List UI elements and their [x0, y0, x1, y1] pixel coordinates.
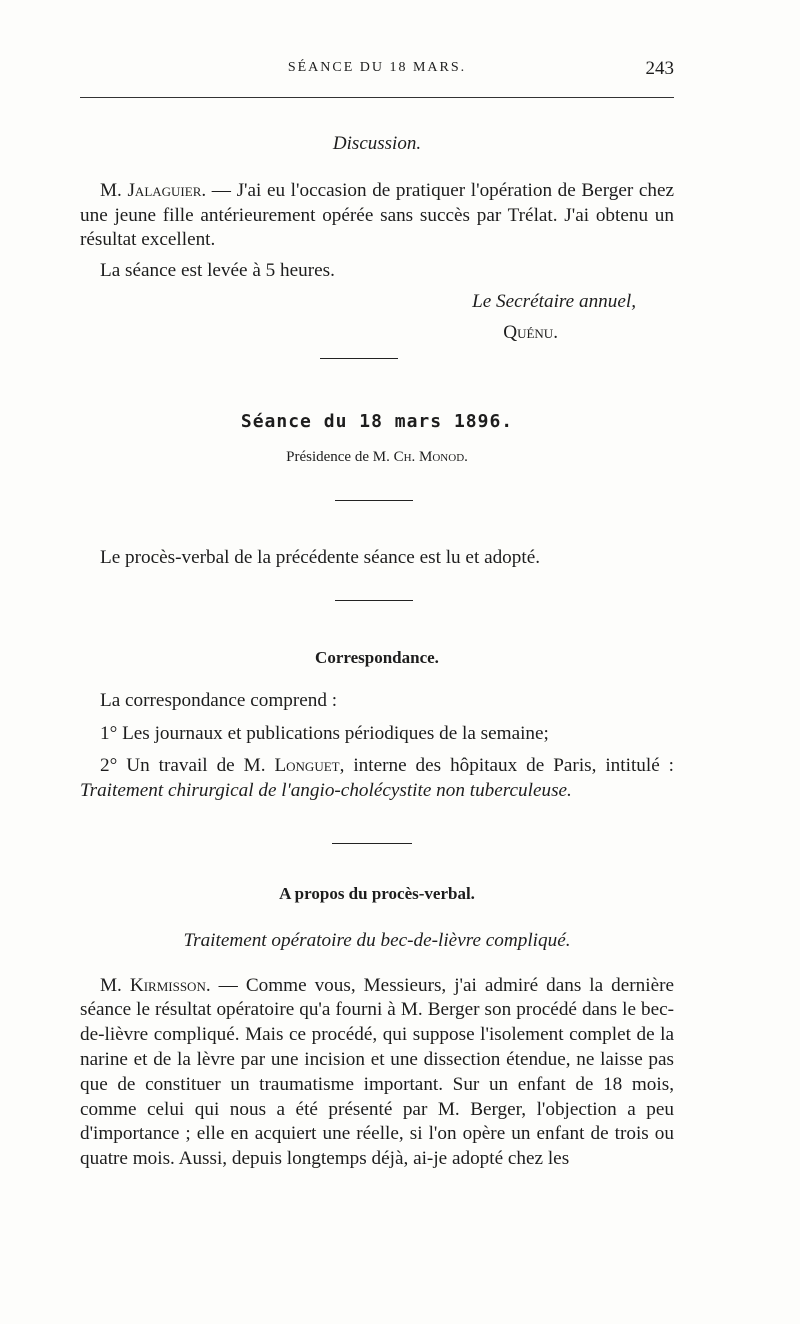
separator — [335, 500, 413, 501]
presidence-label: Présidence de M. — [286, 448, 394, 465]
item2-lead: 2° Un travail de M. — [100, 755, 275, 777]
separator — [335, 600, 413, 601]
session-section — [80, 410, 674, 470]
running-head: SÉANCE DU 18 MARS. — [287, 60, 467, 75]
presidence-name: Ch. Monod. — [393, 448, 468, 465]
item2-mid: , interne des hôpitaux de Paris, intitulé : — [339, 755, 674, 777]
presidence-line — [80, 445, 674, 470]
proces-verbal-section — [80, 882, 674, 1172]
correspondance-heading: Correspondance. — [315, 648, 439, 667]
kirmisson-text: — Comme vous, Messieurs, j'ai admiré dans la dernière séance le résultat opératoire qu'a fourni à M. Berger son procédé dans le bec-de-lièvre compliqué. Mais ce procédé, qui suppose l'isolement complet de la narine et de la lèvre par une incision et une dissection étendue, ne laisse pas que de constituer un traumatisme important. Sur un enfant de 18 mois, comme celui qui nous a été présenté par M. Berger, l'objection a peu d'importance ; elle en acquiert une réelle, si l'on opère un enfant de trois ou quatre mois. Aussi, depuis longtemps déjà, ai-je adopté chez les — [80, 974, 674, 1170]
speaker-jalaguier: M. Jalaguier. — [100, 179, 207, 201]
separator — [320, 358, 398, 359]
header-rule — [80, 97, 674, 98]
discussion-text: — J'ai eu l'occasion de pratiquer l'opération de Berger chez une jeune fille antérieurement opérée sans succès par Trélat. J'ai obtenu un résultat excellent. — [80, 179, 674, 251]
work-title: Traitement chirurgical de l'angio-cholécystite non tuberculeuse. — [80, 780, 572, 802]
discussion-section — [80, 132, 674, 346]
kirmisson-paragraph — [80, 974, 674, 1172]
speaker-kirmisson: M. Kirmisson. — [100, 974, 211, 996]
proces-verbal-heading: A propos du procès-verbal. — [279, 884, 475, 903]
signature-title: Le Secrétaire annuel, — [472, 290, 636, 312]
separator — [332, 843, 412, 844]
correspondance-section — [80, 646, 674, 804]
discussion-paragraph — [80, 179, 674, 253]
minutes-text: Le procès-verbal de la précédente séance est lu et adopté. — [100, 547, 541, 568]
correspondance-intro: La correspondance comprend : — [100, 689, 338, 711]
author-longuet: Longuet — [274, 755, 340, 777]
correspondance-item-1: 1° Les journaux et publications périodiques de la semaine; — [100, 722, 549, 744]
correspondance-item-2 — [80, 754, 674, 804]
minutes-section — [80, 546, 674, 571]
page-number: 243 — [645, 58, 674, 79]
discussion-heading: Discussion. — [332, 133, 422, 154]
session-title: Séance du 18 mars 1896. — [240, 411, 514, 432]
proces-verbal-subheading: Traitement opératoire du bec-de-lièvre compliqué. — [183, 929, 571, 951]
closing-line: La séance est levée à 5 heures. — [100, 260, 335, 282]
page-header — [80, 60, 674, 90]
signature-name: Quénu. — [503, 321, 558, 343]
